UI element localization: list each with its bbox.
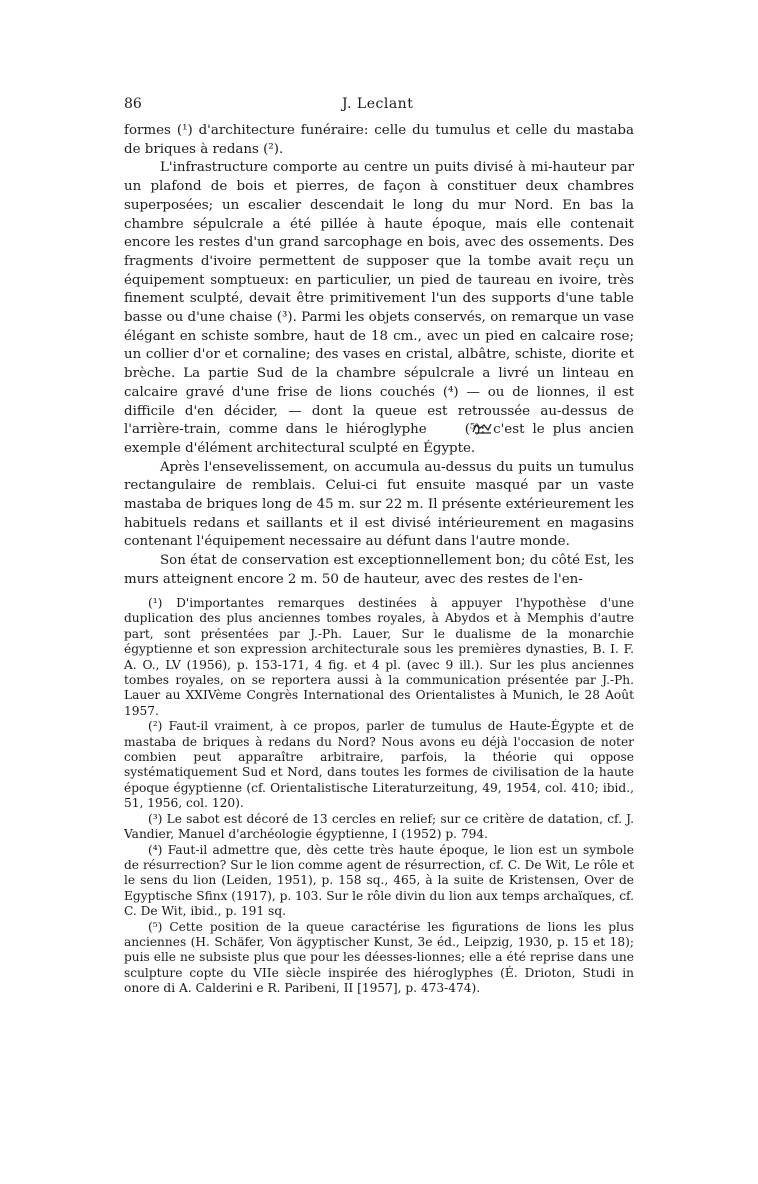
paragraph-3: Après l'ensevelissement, on accumula au-dessus du puits un tumulus rectangulaire de remblais. Celui-ci fut ensuite masqué par un vaste mastaba de briques long de 45 m. sur 22 m. Il présente extérieurement les habituels redans et saillants et il est divisé intérieurement en magasins contenant l'équipement necessaire au défunt dans l'autre monde. xyxy=(124,459,634,550)
paragraph-2 xyxy=(124,159,634,458)
page-number: 86 xyxy=(124,96,142,112)
footnote-1: (¹) D'importantes remarques destinées à appuyer l'hypothèse d'une duplication des plus anciennes tombes royales, à Abydos et à Memphis d'autre part, sont présentées par J.-Ph. Lauer, Sur le dualisme de la monarchie égyptienne et son expression architecturale sous les premières dynasties, B. I. F. A. O., LV (1956), p. 153-171, 4 fig. et 4 pl. (avec 9 ill.). Sur les plus anciennes tombes royales, on se reportera aussi à la communication présentée par J.-Ph. Lauer au XXIVème Congrès International des Orientalistes à Munich, le 28 Août 1957. xyxy=(124,596,634,718)
footnote-4: (⁴) Faut-il admettre que, dès cette très haute époque, le lion est un symbole de résurrection? Sur le lion comme agent de résurrection, cf. C. De Wit, Le rôle et le sens du lion (Leiden, 1951), p. 158 sq., 465, à la suite de Kristensen, Over de Egyptische Sfinx (1917), p. 103. Sur le rôle divin du lion aux temps archaïques, cf. C. De Wit, ibid., p. 191 sq. xyxy=(124,842,634,919)
page-header xyxy=(124,96,634,116)
running-head: J. Leclant xyxy=(342,96,414,112)
lion-hieroglyph-icon xyxy=(435,422,457,434)
paragraph-4: Son état de conservation est exceptionnellement bon; du côté Est, les murs atteignent encore 2 m. 50 de hauteur, avec des restes de l'en- xyxy=(124,553,634,587)
paragraph-2-text-b: (⁵): c'est le plus ancien exemple d'élément architectural sculpté en Égypte. xyxy=(124,422,634,456)
main-text xyxy=(124,122,634,590)
paragraph-2-text-a: L'infrastructure comporte au centre un puits divisé à mi-hauteur par un plafond de bois et pierres, de façon à constituer deux chambres superposées; un escalier descendait le long du mur Nord. En bas la chambre sépulcrale a été pillée à haute époque, mais elle contenait encore les restes d'un grand sarcophage en bois, avec des ossements. Des fragments d'ivoire permettent de supposer que la tombe avait reçu un équipement somptueux: en particulier, un pied de taureau en ivoire, très finement sculpté, devait être primitivement l'un des supports d'une table basse ou d'une chaise (³). Parmi les objets conservés, on remarque un vase élégant en schiste sombre, haut de 18 cm., avec un pied en calcaire rose; un collier d'or et cornaline; des vases en cristal, albâtre, schiste, diorite et brèche. La partie Sud de la chambre sépulcrale a livré un linteau en calcaire gravé d'une frise de lions couchés (⁴) — ou de lionnes, il est difficile d'en décider, — dont la queue est retroussée au-dessus de l'arrière-train, comme dans le hiéroglyphe xyxy=(124,160,634,438)
footnotes xyxy=(124,596,634,997)
footnote-3: (³) Le sabot est décoré de 13 cercles en relief; sur ce critère de datation, cf. J. Vandier, Manuel d'archéologie égyptienne, I (1952) p. 794. xyxy=(124,811,634,842)
paragraph-1: formes (¹) d'architecture funéraire: celle du tumulus et celle du mastaba de briques à redans (²). xyxy=(124,123,634,157)
footnote-5: (⁵) Cette position de la queue caractérise les figurations de lions les plus anciennes (H. Schäfer, Von ägyptischer Kunst, 3e éd., Leipzig, 1930, p. 15 et 18); puis elle ne subsiste plus que pour les déesses-lionnes; elle a été reprise dans une sculpture copte du VIIe siècle inspirée des hiéroglyphes (É. Drioton, Studi in onore di A. Calderini e R. Paribeni, II [1957], p. 473-474). xyxy=(124,919,634,996)
footnote-2: (²) Faut-il vraiment, à ce propos, parler de tumulus de Haute-Égypte et de mastaba de briques à redans du Nord? Nous avons eu déjà l'occasion de noter combien peut apparaître arbitraire, parfois, la théorie qui oppose systématiquement Sud et Nord, dans toutes les formes de civilisation de la haute époque égyptienne (cf. Orientalistische Literaturzeitung, 49, 1954, col. 410; ibid., 51, 1956, col. 120). xyxy=(124,719,634,811)
